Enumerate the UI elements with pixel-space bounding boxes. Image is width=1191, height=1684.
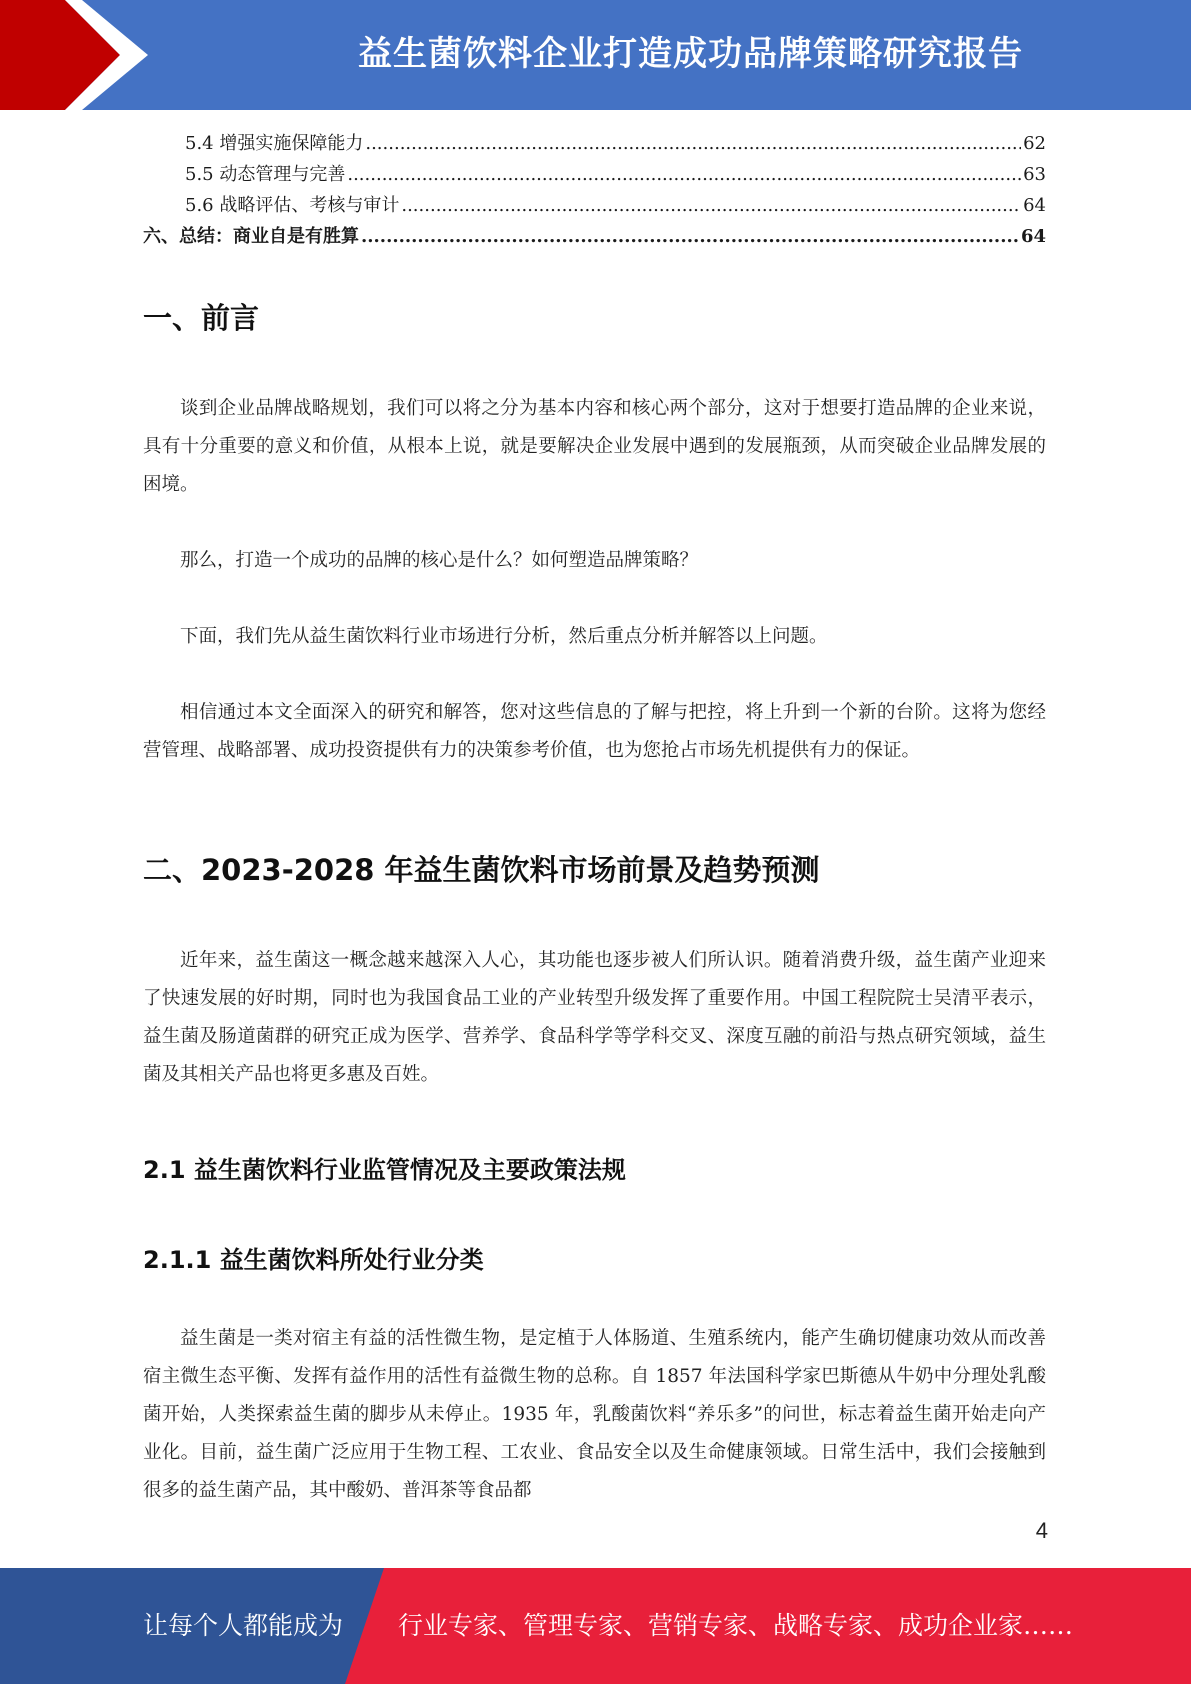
toc-entry-page: 64 [1023, 195, 1046, 216]
page-header [0, 0, 1191, 110]
section-heading-market-outlook: 二、2023-2028 年益生菌饮料市场前景及趋势预测 [143, 853, 820, 887]
section-heading-preface: 一、前言 [143, 301, 260, 335]
footer-slogan-left: 让每个人都能成为 [143, 1611, 344, 1640]
page-number: 4 [1035, 1518, 1048, 1543]
toc-leader-dots [347, 159, 1021, 190]
toc-entry[interactable] [143, 159, 1046, 190]
body-paragraph: 近年来，益生菌这一概念越来越深入人心，其功能也逐步被人们所认识。随着消费升级，益生菌产业迎来了快速发展的好时期，同时也为我国食品工业的产业转型升级发挥了重要作用。中国工程院院士吴清平表示，益生菌及肠道菌群的研究正成为医学、营养学、食品科学等学科交叉、深度互融的前沿与热点研究领域，益生菌及其相关产品也将更多惠及百姓。 [143, 950, 1046, 1085]
toc-entry-page: 62 [1023, 133, 1046, 154]
toc-leader-dots [361, 221, 1019, 252]
body-paragraph: 相信通过本文全面深入的研究和解答，您对这些信息的了解与把控，将上升到一个新的台阶。这将为您经营管理、战略部署、成功投资提供有力的决策参考价值，也为您抢占市场先机提供有力的保证。 [143, 702, 1046, 761]
toc-entry-label: 六、总结：商业自是有胜算 [143, 226, 359, 247]
toc-leader-dots [365, 128, 1021, 159]
body-paragraph: 谈到企业品牌战略规划，我们可以将之分为基本内容和核心两个部分，这对于想要打造品牌的企业来说，具有十分重要的意义和价值，从根本上说，就是要解决企业发展中遇到的发展瓶颈，从而突破企业品牌发展的困境。 [143, 398, 1046, 495]
toc-entry-page: 63 [1023, 164, 1046, 185]
toc-entry[interactable] [143, 221, 1046, 252]
body-paragraph: 下面，我们先从益生菌饮料行业市场进行分析，然后重点分析并解答以上问题。 [180, 626, 828, 647]
body-paragraph: 那么，打造一个成功的品牌的核心是什么？如何塑造品牌策略？ [180, 550, 699, 571]
toc-entry-page: 64 [1020, 226, 1046, 247]
page-footer [0, 1568, 1191, 1684]
table-of-contents [143, 128, 1046, 252]
toc-leader-dots [401, 190, 1021, 221]
header-arrow-decoration [0, 0, 160, 110]
toc-entry[interactable] [143, 190, 1046, 221]
report-title: 益生菌饮料企业打造成功品牌策略研究报告 [358, 34, 1023, 74]
toc-entry-label: 5.6 战略评估、考核与审计 [185, 195, 400, 216]
body-paragraph: 益生菌是一类对宿主有益的活性微生物，是定植于人体肠道、生殖系统内，能产生确切健康功效从而改善宿主微生态平衡、发挥有益作用的活性有益微生物的总称。自 1857 年法国科学家巴斯德从牛奶中分理处乳酸菌开始，人类探索益生菌的脚步从未停止。1935 年，乳酸菌饮料“养乐多”的问世，标志着益生菌开始走向产业化。目前，益生菌广泛应用于生物工程、工农业、食品安全以及生命健康领域。日常生活中，我们会接触到很多的益生菌产品，其中酸奶、普洱茶等食品都 [143, 1328, 1046, 1501]
toc-entry-label: 5.4 增强实施保障能力 [185, 133, 364, 154]
footer-slogan-right: 行业专家、管理专家、营销专家、战略专家、成功企业家…… [398, 1611, 1074, 1640]
subsection-heading: 2.1 益生菌饮料行业监管情况及主要政策法规 [143, 1156, 626, 1184]
page-content [143, 128, 1046, 1501]
toc-entry[interactable] [143, 128, 1046, 159]
subsection-heading: 2.1.1 益生菌饮料所处行业分类 [143, 1246, 484, 1274]
toc-entry-label: 5.5 动态管理与完善 [185, 164, 346, 185]
